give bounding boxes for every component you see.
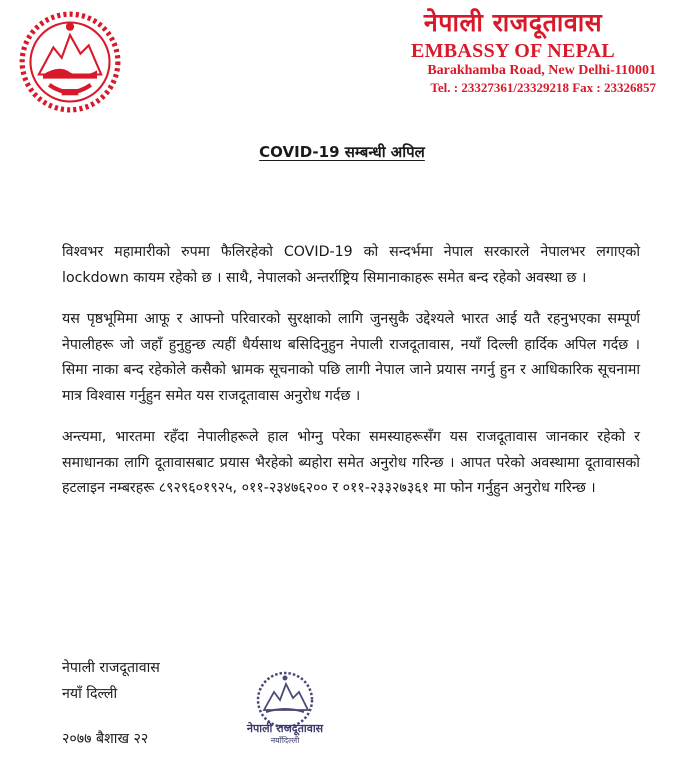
paragraph-1: विश्वभर महामारीको रुपमा फैलिरहेको COVID-19 को सन्दर्भमा नेपाल सरकारले नेपालभर लगाएको lockdown कायम रहेको छ । साथै, नेपालको अन्तर्राष्ट्रिय सिमानाकाहरू समेत बन्द रहेको अवस्था छ । — [62, 244, 640, 286]
letter-date: २०७७ बैशाख २२ — [62, 731, 149, 747]
letter-title-text: COVID-19 सम्बन्धी अपिल — [259, 143, 425, 161]
letter-body — [62, 240, 640, 518]
seal-place: नयाँदिल्ली — [270, 736, 300, 745]
signature-line-1: नेपाली राजदूतावास — [62, 660, 160, 676]
embassy-seal-icon — [226, 670, 344, 730]
signature-line-2: नयाँ दिल्ली — [62, 685, 118, 702]
signature-block — [62, 656, 160, 753]
embassy-phone-fax: Tel. : 23327361/23329218 Fax : 23326857 — [430, 80, 656, 95]
embassy-seal — [226, 670, 344, 768]
letter-title — [0, 142, 684, 162]
nepal-emblem-icon — [18, 10, 122, 114]
paragraph-3: अन्त्यमा, भारतमा रहँदा नेपालीहरूले हाल भोग्नु परेका समस्याहरूसँग यस राजदूतावास जानकार रहेको र समाधानका लागि दूतावासबाट प्रयास भैरहेको ब्यहोरा समेत अनुरोध गरिन्छ । आपत परेको अवस्थामा दूतावासको हटलाइन नम्बरहरू ८९२९६०१९२५, ०११-२३४७६२०० र ०११-२३३२७३६१ मा फोन गर्नुहुन अनुरोध गरिन्छ । — [62, 429, 640, 496]
embassy-name-nepali: नेपाली राजदूतावास — [423, 8, 603, 37]
paragraph-2: यस पृष्ठभूमिमा आफू र आफ्नो परिवारको सुरक्षाको लागि जुनसुकै उद्देश्यले भारत आई यतै रहनुभएका सम्पूर्ण नेपालीहरू जो जहाँ हुनुहुन्छ त्यहीं धैर्यसाथ बसिदिनुहुन नेपाली राजदूतावास, नयाँ दिल्ली हार्दिक अपिल गर्दछ । सिमा नाका बन्द रहेकोले कसैको भ्रामक सूचनाको पछि लागी नेपाल जाने प्रयास नगर्नु हुन र आधिकारिक सूचनामा मात्र विश्वास गर्नुहुन समेत यस राजदूतावास अनुरोध गर्दछ । — [62, 311, 640, 404]
embassy-address: Barakhamba Road, New Delhi-110001 — [427, 63, 656, 78]
letterhead — [368, 6, 658, 96]
embassy-name-english: EMBASSY OF NEPAL — [410, 40, 616, 62]
seal-name: नेपाली राजदूतावास — [246, 722, 324, 735]
